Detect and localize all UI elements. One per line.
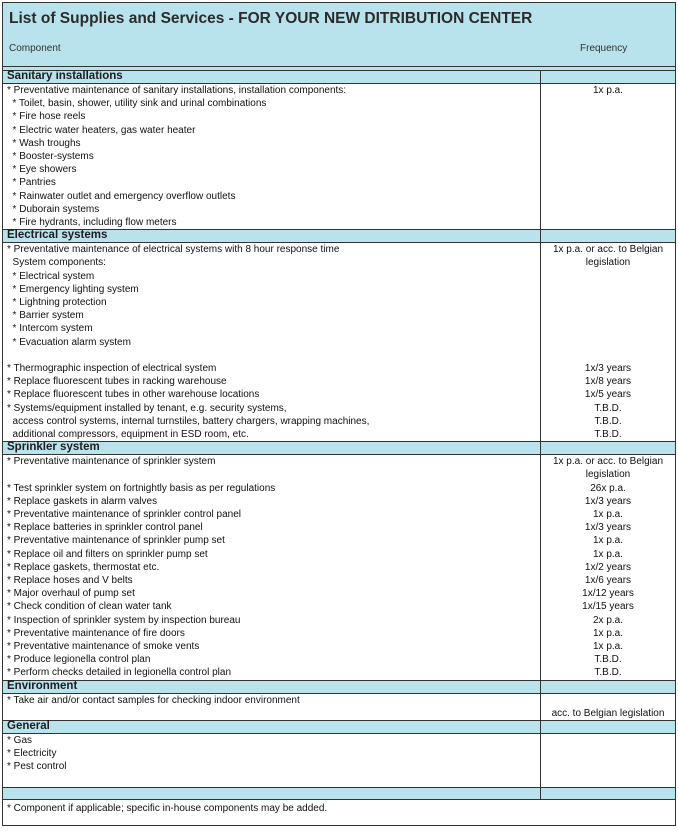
component-cell: * Toilet, basin, shower, utility sink and urinal combinations <box>7 98 267 110</box>
frequency-cell: T.B.D. <box>594 402 622 414</box>
component-cell: * Pest control <box>7 761 67 773</box>
section-band <box>3 70 675 84</box>
component-cell: * Rainwater outlet and emergency overflow outlets <box>7 190 236 202</box>
frequency-cell: 1x p.a. or acc. to Belgian <box>552 244 664 256</box>
component-cell: * Pantries <box>7 177 56 189</box>
table-row <box>3 256 675 269</box>
component-cell: * Thermographic inspection of electrical system <box>7 363 217 374</box>
component-cell: * Preventative maintenance of fire doors <box>7 627 185 639</box>
table-row <box>3 137 675 150</box>
column-divider <box>540 788 541 799</box>
table-row <box>3 548 675 561</box>
page-title: List of Supplies and Services - FOR YOUR NEW DITRIBUTION CENTER <box>9 10 533 27</box>
component-cell: * Electricity <box>7 748 57 760</box>
table-row <box>3 707 675 720</box>
component-cell: * Replace oil and filters on sprinkler pump set <box>7 548 208 560</box>
frequency-cell: 2x p.a. <box>592 614 624 626</box>
column-divider <box>540 455 541 679</box>
section-title: Sanitary installations <box>7 70 123 82</box>
column-divider <box>540 720 541 734</box>
table-row <box>3 110 675 123</box>
component-cell: * Booster-systems <box>7 151 94 162</box>
component-cell: * Intercom system <box>7 323 93 335</box>
frequency-cell: 1x p.a. or acc. to Belgian <box>552 456 664 468</box>
component-cell: * Eye showers <box>7 164 77 176</box>
frequency-cell: 1x p.a. <box>592 641 624 652</box>
component-cell: * Test sprinkler system on fortnightly basis as per regulations <box>7 482 276 494</box>
component-cell: * Preventative maintenance of sprinkler control panel <box>7 509 242 520</box>
section-band <box>3 720 675 734</box>
frequency-cell: 1x/2 years <box>584 561 632 573</box>
table-row <box>3 774 675 787</box>
table-row <box>3 388 675 401</box>
component-cell: * Lightning protection <box>7 297 107 308</box>
component-cell: * Systems/equipment installed by tenant, e.g. security systems, <box>7 402 287 414</box>
table-row <box>3 375 675 388</box>
table-row <box>3 336 675 349</box>
table-row <box>3 243 675 256</box>
component-cell: * Preventative maintenance of smoke vents <box>7 641 200 652</box>
footnote <box>3 802 675 815</box>
footnote-text: * Component if applicable; specific in-house components may be added. <box>7 802 328 814</box>
component-cell: * Replace hoses and V belts <box>7 575 133 586</box>
column-divider <box>540 441 541 455</box>
component-cell: System components: <box>7 257 106 269</box>
table-row <box>3 640 675 653</box>
table-row <box>3 428 675 441</box>
column-divider <box>540 229 541 243</box>
table-row <box>3 216 675 229</box>
component-cell: * Preventative maintenance of sprinkler pump set <box>7 535 225 547</box>
component-cell: * Preventative maintenance of electrical systems with 8 hour response time <box>7 244 340 256</box>
table-row <box>3 163 675 176</box>
component-cell: * Gas <box>7 735 33 746</box>
table-row <box>3 495 675 508</box>
component-cell: * Duborain systems <box>7 203 100 215</box>
section-band <box>3 441 675 455</box>
table-row <box>3 747 675 760</box>
component-column-header: Component <box>9 43 61 54</box>
component-cell: * Emergency lighting system <box>7 283 139 295</box>
component-cell: * Fire hydrants, including flow meters <box>7 217 177 228</box>
component-cell: * Take air and/or contact samples for checking indoor environment <box>7 694 300 706</box>
frequency-cell: 1x/5 years <box>584 389 632 401</box>
column-divider <box>540 243 541 441</box>
frequency-cell: 1x p.a. <box>592 548 624 560</box>
table-row <box>3 760 675 773</box>
component-cell: * Preventative maintenance of sprinkler system <box>7 456 216 468</box>
frequency-cell: acc. to Belgian legislation <box>551 707 665 719</box>
table-row <box>3 150 675 163</box>
frequency-cell: 1x p.a. <box>592 85 624 96</box>
table-row <box>3 508 675 521</box>
table-row <box>3 270 675 283</box>
table-row <box>3 349 675 362</box>
table-row <box>3 190 675 203</box>
section-title: Sprinkler system <box>7 441 100 454</box>
frequency-cell: 1x/6 years <box>584 575 632 586</box>
frequency-cell: 1x/3 years <box>584 363 632 374</box>
frequency-cell: T.B.D. <box>594 429 622 440</box>
table-row <box>3 482 675 495</box>
frequency-cell: 1x/3 years <box>584 522 632 534</box>
table-row <box>3 614 675 627</box>
frequency-cell: T.B.D. <box>594 415 622 427</box>
component-cell: additional compressors, equipment in ESD room, etc. <box>7 429 249 440</box>
component-cell: * Electrical system <box>7 270 95 282</box>
component-cell: * Replace fluorescent tubes in other warehouse locations <box>7 389 260 401</box>
section-band <box>3 229 675 243</box>
frequency-cell: 26x p.a. <box>590 482 626 494</box>
table-row <box>3 84 675 97</box>
row-divider <box>3 799 675 800</box>
table-row <box>3 322 675 335</box>
table-row <box>3 402 675 415</box>
column-divider <box>540 734 541 787</box>
section-title: Electrical systems <box>7 229 108 242</box>
column-divider <box>540 70 541 84</box>
frequency-cell: legislation <box>585 469 631 481</box>
table-row <box>3 176 675 189</box>
component-cell: * Check condition of clean water tank <box>7 601 172 613</box>
table-row <box>3 362 675 375</box>
table-header <box>3 3 675 67</box>
table-row <box>3 653 675 666</box>
table-row <box>3 561 675 574</box>
table-row <box>3 283 675 296</box>
table-row <box>3 734 675 747</box>
component-cell: * Preventative maintenance of sanitary installations, installation components: <box>7 85 347 96</box>
frequency-cell: 1x p.a. <box>592 535 624 547</box>
column-divider <box>540 84 541 229</box>
frequency-cell: 1x/12 years <box>582 588 634 600</box>
component-cell: * Evacuation alarm system <box>7 336 131 348</box>
column-divider <box>540 694 541 720</box>
table-row <box>3 203 675 216</box>
component-cell: * Major overhaul of pump set <box>7 588 135 600</box>
table-row <box>3 666 675 679</box>
frequency-cell: T.B.D. <box>594 654 622 666</box>
table-row <box>3 296 675 309</box>
component-cell: * Fire hose reels <box>7 111 86 123</box>
frequency-cell: 1x/3 years <box>584 495 632 507</box>
table-row <box>3 97 675 110</box>
column-divider <box>540 680 541 694</box>
table-row <box>3 574 675 587</box>
table-row <box>3 627 675 640</box>
section-title: General <box>7 720 50 732</box>
table-row <box>3 309 675 322</box>
component-cell: * Wash troughs <box>7 137 81 149</box>
footnote-spacer <box>3 788 675 799</box>
frequency-cell: 1x/15 years <box>582 601 634 613</box>
table-row <box>3 124 675 137</box>
component-cell: * Replace fluorescent tubes in racking warehouse <box>7 376 227 388</box>
component-cell: * Replace gaskets in alarm valves <box>7 495 158 507</box>
frequency-cell: 1x p.a. <box>592 627 624 639</box>
frequency-column-header: Frequency <box>580 43 628 54</box>
frequency-cell: 1x p.a. <box>592 509 624 520</box>
table-row <box>3 415 675 428</box>
frequency-cell: 1x/8 years <box>584 376 632 388</box>
component-cell: * Inspection of sprinkler system by inspection bureau <box>7 614 241 626</box>
section-title: Environment <box>7 679 78 692</box>
supplies-services-table <box>2 2 676 826</box>
table-row <box>3 694 675 707</box>
section-band <box>3 680 675 694</box>
frequency-cell: legislation <box>585 257 631 269</box>
table-row <box>3 534 675 547</box>
table-row <box>3 455 675 468</box>
table-row <box>3 521 675 534</box>
frequency-cell: T.B.D. <box>594 667 622 679</box>
component-cell: * Electric water heaters, gas water heater <box>7 124 196 136</box>
component-cell: * Replace batteries in sprinkler control panel <box>7 522 203 534</box>
component-cell: * Replace gaskets, thermostat etc. <box>7 561 160 573</box>
table-row <box>3 587 675 600</box>
table-row <box>3 600 675 613</box>
component-cell: access control systems, internal turnstiles, battery chargers, wrapping machines, <box>7 415 370 427</box>
component-cell: * Produce legionella control plan <box>7 654 151 666</box>
component-cell: * Perform checks detailed in legionella control plan <box>7 667 232 679</box>
component-cell: * Barrier system <box>7 310 84 322</box>
table-row <box>3 468 675 481</box>
